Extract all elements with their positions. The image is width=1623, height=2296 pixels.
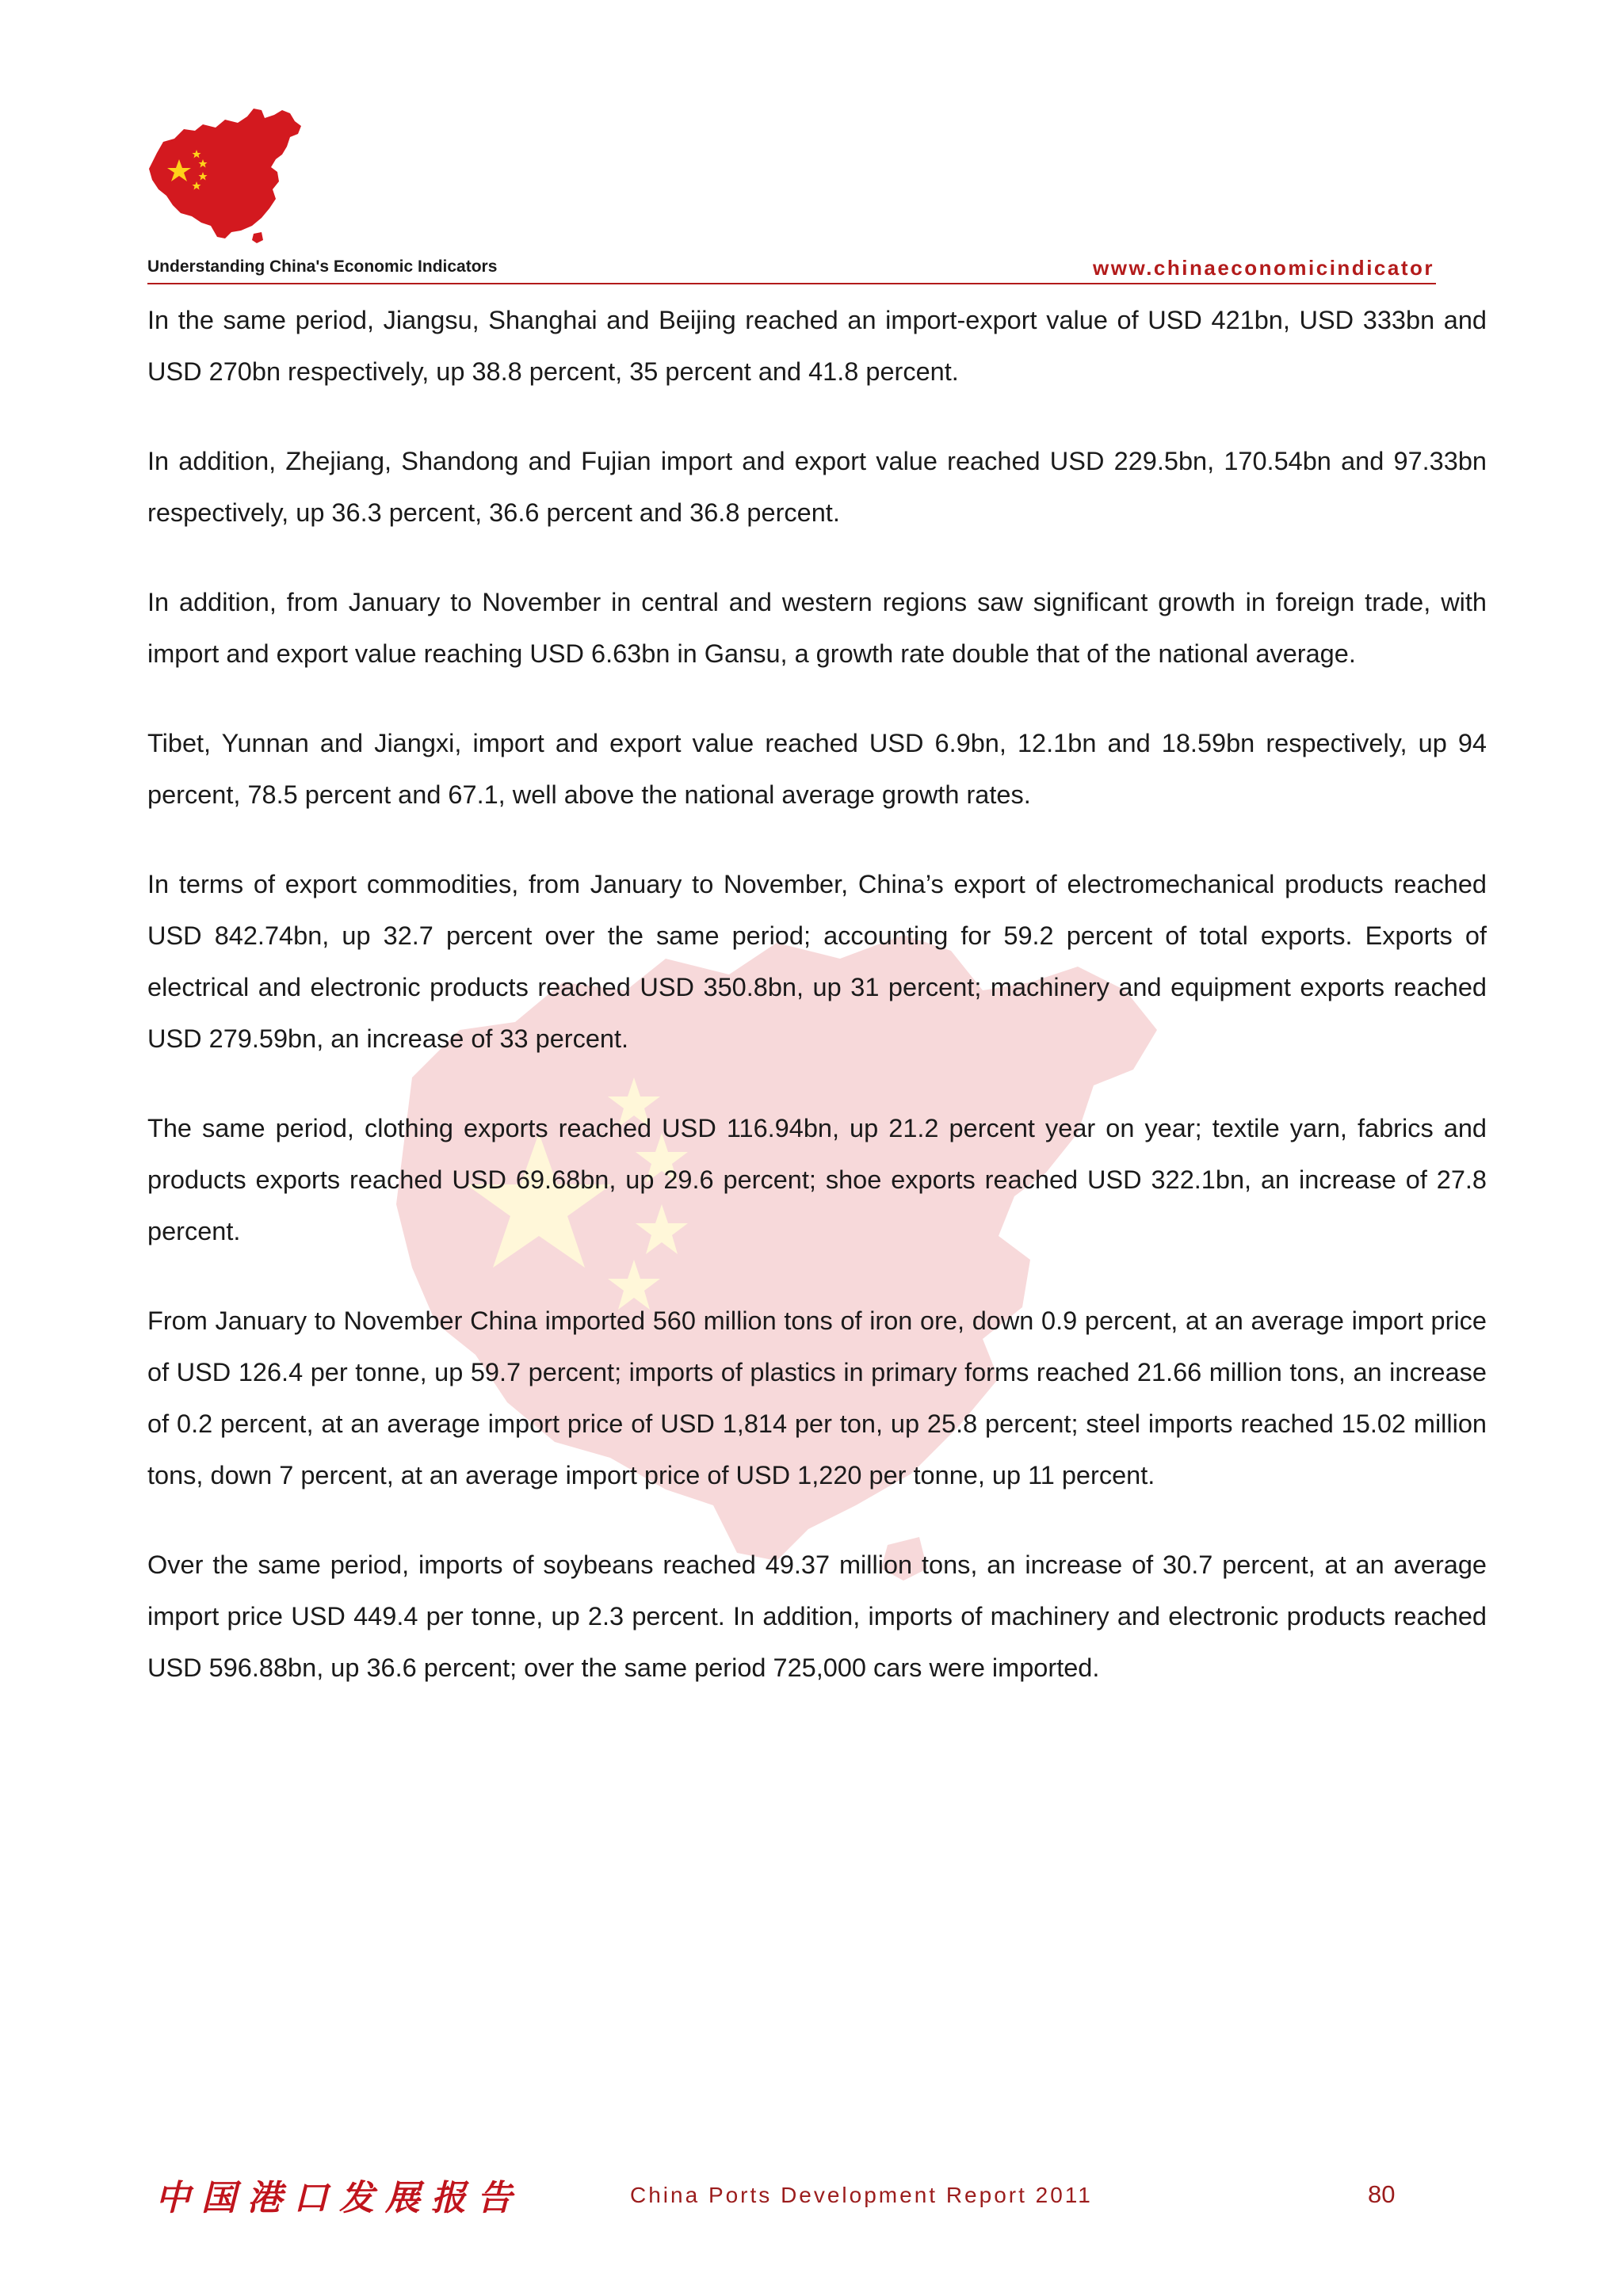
paragraph-3: In addition, from January to November in central and western regions saw significant growth in foreign trade, with import and export value reaching USD 6.63bn in Gansu, a growth rate double that of the national average. [147,588,1487,668]
paragraph-2: In addition, Zhejiang, Shandong and Fujian import and export value reached USD 229.5bn, 170.54bn and 97.33bn respectively, up 36.3 percent, 36.6 percent and 36.8 percent. [147,447,1487,527]
header-divider [147,283,1436,284]
paragraph-7: From January to November China imported 560 million tons of iron ore, down 0.9 percent, at an average import price of USD 126.4 per tonne, up 59.7 percent; imports of plastics in primary forms reached 21.66 million tons, an increase of 0.2 percent, at an average import price of USD 1,814 per ton, up 25.8 percent; steel imports reached 15.02 million tons, down 7 percent, at an average import price of USD 1,220 per tonne, up 11 percent. [147,1306,1487,1489]
footer-report-title: China Ports Development Report 2011 [630,2183,1093,2207]
paragraph-4: Tibet, Yunnan and Jiangxi, import and export value reached USD 6.9bn, 12.1bn and 18.59bn respectively, up 94 percent, 78.5 percent and 67.1, well above the national average growth rates. [147,729,1487,809]
header-tagline: Understanding China's Economic Indicators [147,257,498,276]
footer-chinese-title: 中国港口发展报告 [155,2178,523,2218]
page-number: 80 [1368,2180,1396,2208]
document-body [147,295,1487,1732]
china-map-flag-icon [143,107,317,250]
paragraph-5: In terms of export commodities, from January to November, China’s export of electromechanical products reached USD 842.74bn, up 32.7 percent over the same period; accounting for 59.2 percent of total exports. Exports of electrical and electronic products reached USD 350.8bn, up 31 percent; machinery and equipment exports reached USD 279.59bn, an increase of 33 percent. [147,870,1487,1053]
paragraph-8: Over the same period, imports of soybeans reached 49.37 million tons, an increase of 30.7 percent, at an average import price USD 449.4 per tonne, up 2.3 percent. In addition, imports of machinery and electronic products reached USD 596.88bn, up 36.6 percent; over the same period 725,000 cars were imported. [147,1550,1487,1682]
paragraph-6: The same period, clothing exports reached USD 116.94bn, up 21.2 percent year on year; textile yarn, fabrics and products exports reached USD 69.68bn, up 29.6 percent; shoe exports reached USD 322.1bn, an increase of 27.8 percent. [147,1114,1487,1245]
header-url-link[interactable]: www.chinaeconomicindicator [1093,256,1434,280]
paragraph-1: In the same period, Jiangsu, Shanghai and Beijing reached an import-export value of USD 421bn, USD 333bn and USD 270bn respectively, up 38.8 percent, 35 percent and 41.8 percent. [147,306,1487,386]
